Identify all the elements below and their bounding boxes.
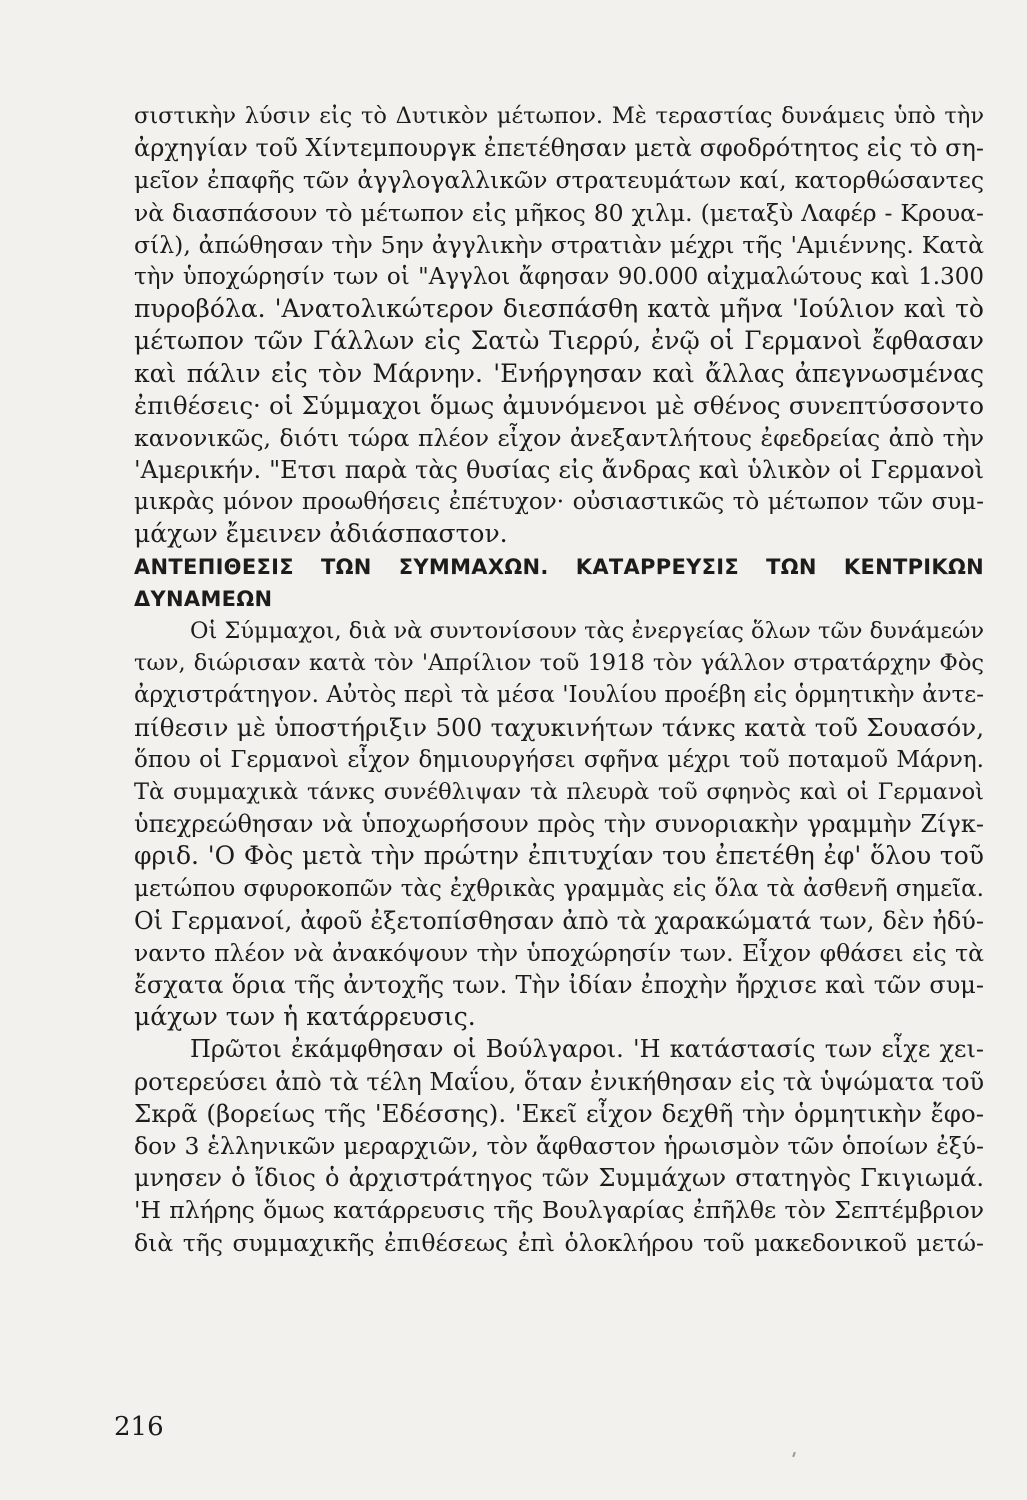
text-line: των, διώρισαν κατὰ τὸν 'Απρίλιον τοῦ 1918 τὸν γάλλον στρατάρχην Φὸς [134, 650, 984, 677]
text-line: πυροβόλα. 'Ανατολικώτερον διεσπάσθη κατὰ μῆνα 'Ιούλιον καὶ τὸ [134, 294, 984, 324]
text-line: πίθεσιν μὲ ὑποστήριξιν 500 ταχυκινήτων τάνκς κατὰ τοῦ Σουασόν, [134, 712, 984, 742]
text-line: ναντο πλέον νὰ ἀνακόψουν τὴν ὑποχώρησίν των. Εἶχον φθάσει εἰς τὰ [134, 938, 984, 967]
page-number: 216 [114, 1412, 164, 1442]
text-line: διὰ τῆς συμμαχικῆς ἐπιθέσεως ἐπὶ ὁλοκλήρου τοῦ μακεδονικοῦ μετώ- [134, 1228, 984, 1257]
text-line: νὰ διασπάσουν τὸ μέτωπον εἰς μῆκος 80 χιλμ. (μεταξὺ Λαφέρ - Κρουα- [134, 198, 984, 227]
text-line: φριδ. 'Ο Φὸς μετὰ τὴν πρώτην ἐπιτυχίαν του ἐπετέθη ἐφ' ὅλου τοῦ [134, 841, 984, 871]
text-line: μάχων ἔμεινεν ἀδιάσπαστον. [134, 519, 508, 549]
paper-speck [792, 1452, 796, 1457]
text-line: Οἱ Γερμανοί, ἀφοῦ ἐξετοπίσθησαν ἀπὸ τὰ χαρακώματά των, δὲν ἠδύ- [134, 906, 984, 935]
text-line: ἐπιθέσεις· οἱ Σύμμαχοι ὅμως ἀμυνόμενοι μὲ σθένος συνεπτύσσοντο [134, 390, 984, 420]
text-line: ἀρχιστράτηγον. Αὐτὸς περὶ τὰ μέσα 'Ιουλίου προέβη εἰς ὁρμητικὴν ἀντε- [134, 682, 984, 709]
text-line: δον 3 ἑλληνικῶν μεραρχιῶν, τὸν ἄφθαστον ἡρωισμὸν τῶν ὁποίων ἐξύ- [134, 1132, 984, 1160]
text-line: τὴν ὑποχώρησίν των οἱ "Αγγλοι ἄφησαν 90.000 αἰχμαλώτους καὶ 1.300 [134, 263, 984, 290]
text-line: Τὰ συμμαχικὰ τάνκς συνέθλιψαν τὰ πλευρὰ τοῦ σφηνὸς καὶ οἱ Γερμανοὶ [134, 778, 984, 805]
text-line: Οἱ Σύμμαχοι, διὰ νὰ συντονίσουν τὰς ἐνεργείας ὅλων τῶν δυνάμεών [190, 618, 985, 644]
text-line: μέτωπον τῶν Γάλλων εἰς Σατὼ Τιερρύ, ἐνῷ οἱ Γερμανοὶ ἔφθασαν [134, 326, 984, 356]
text-line: 'Η πλήρης ὅμως κατάρρευσις τῆς Βουλγαρίας ἐπῆλθε τὸν Σεπτέμβριον [134, 1196, 984, 1225]
text-line: ὑπεχρεώθησαν νὰ ὑποχωρήσουν πρὸς τὴν συνοριακὴν γραμμὴν Ζίγκ- [134, 810, 984, 839]
text-line: μάχων των ἡ κατάρρευσις. [134, 1002, 476, 1032]
section-heading: ΑΝΤΕΠΙΘΕΣΙΣ ΤΩΝ ΣΥΜΜΑΧΩΝ. ΚΑΤΑΡΡΕΥΣΙΣ ΤΩΝ ΚΕΝΤΡΙΚΩΝ [134, 554, 984, 579]
text-line: ὅπου οἱ Γερμανοὶ εἶχον δημιουργήσει σφῆνα μέχρι τοῦ ποταμοῦ Μάρνη. [134, 746, 984, 773]
text-line: ροτερεύσει ἀπὸ τὰ τέλη Μαΐου, ὅταν ἐνικήθησαν εἰς τὰ ὑψώματα τοῦ [134, 1067, 985, 1096]
text-line: 'Αμερικήν. "Ετσι παρὰ τὰς θυσίας εἰς ἄνδρας καὶ ὑλικὸν οἱ Γερμανοὶ [134, 456, 984, 485]
text-line: μνησεν ὁ ἴδιος ὁ ἀρχιστράτηγος τῶν Συμμάχων στατηγὸς Γκιγιωμά. [134, 1164, 984, 1193]
page-text [134, 100, 984, 1259]
text-line: μεῖον ἐπαφῆς τῶν ἀγγλογαλλικῶν στρατευμάτων καί, κατορθώσαντες [134, 166, 984, 195]
text-line: καὶ πάλιν εἰς τὸν Μάρνην. 'Ενήργησαν καὶ ἄλλας ἀπεγνωσμένας [134, 358, 984, 388]
text-line: κανονικῶς, διότι τώρα πλέον εἶχον ἀνεξαντλήτους ἐφεδρείας ἀπὸ τὴν [134, 423, 984, 452]
text-line: Σκρᾶ (βορείως τῆς 'Εδέσσης). 'Εκεῖ εἶχον δεχθῆ τὴν ὁρμητικὴν ἔφο- [134, 1098, 984, 1128]
text-line: ἔσχατα ὅρια τῆς ἀντοχῆς των. Τὴν ἰδίαν ἐποχὴν ἤρχισε καὶ τῶν συμ- [134, 971, 984, 1000]
text-line: μικρὰς μόνον προωθήσεις ἐπέτυχον· οὐσιαστικῶς τὸ μέτωπον τῶν συμ- [134, 489, 984, 516]
text-line: σίλ), ἀπώθησαν τὴν 5ην ἀγγλικὴν στρατιὰν μέχρι τῆς 'Αμιέννης. Κατὰ [134, 230, 984, 259]
text-line: σιστικὴν λύσιν εἰς τὸ Δυτικὸν μέτωπον. Μὲ τεραστίας δυνάμεις ὑπὸ τὴν [134, 103, 984, 129]
text-line: μετώπου σφυροκοπῶν τὰς ἐχθρικὰς γραμμὰς εἰς ὅλα τὰ ἀσθενῆ σημεῖα. [134, 875, 984, 902]
section-heading: ΔΥΝΑΜΕΩΝ [134, 586, 273, 611]
text-line: ἀρχηγίαν τοῦ Χίντεμπουργκ ἐπετέθησαν μετὰ σφοδρότητος εἰς τὸ ση- [134, 134, 984, 163]
text-line: Πρῶτοι ἐκάμφθησαν οἱ Βούλγαροι. 'Η κατάστασίς των εἶχε χει- [190, 1035, 984, 1064]
